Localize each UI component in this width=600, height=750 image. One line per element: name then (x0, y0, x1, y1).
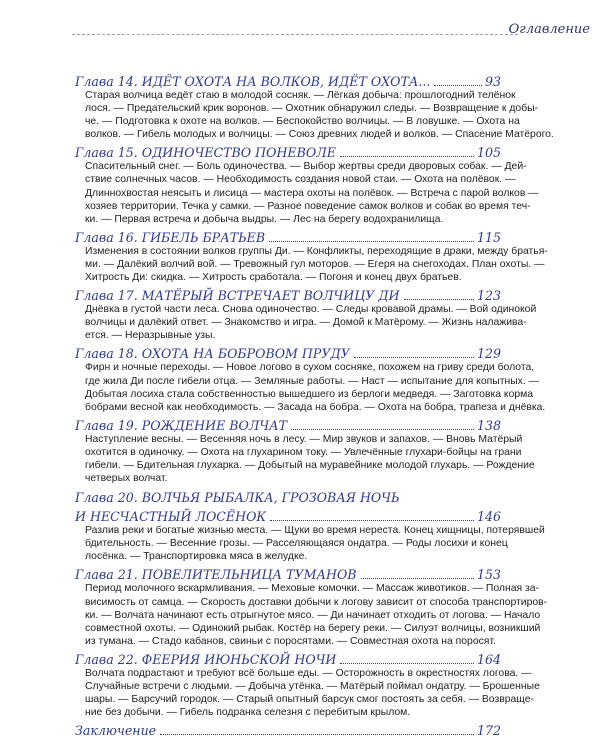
summary-line: Случайные встречи с людьми. — Добыча утёнка. — Матёрый поймал ондатру. — Брошенные (85, 681, 540, 692)
summary-line: лосёнка. — Транспортировка мяса в желудке. (85, 551, 308, 563)
summary-line: Волчата подрастают и требуют всё больше еды. — Осторожность в окрестностях логова. — (85, 667, 532, 679)
dot-leader (354, 357, 474, 358)
dot-leader (361, 578, 474, 579)
chapter-summary (85, 160, 539, 225)
page-header (0, 12, 600, 42)
summary-line: бдительность. — Весенние грозы. — Расселяющаяся ондатра. — Роды лосихи и конец (85, 538, 508, 550)
summary-line: гибели. — Бдительная глухарка. — Добытый на муравейнике молодой глухарь. — Рождение (85, 459, 535, 471)
page-number: 105 (476, 145, 501, 161)
summary-line: из тумана. — Стадо кабанов, свиньи с поросятами. — Совместная охота на поросят. (85, 635, 496, 647)
chapter-title: Глава 17. МАТЁРЫЙ ВСТРЕЧАЕТ ВОЛЧИЦУ ДИ (75, 288, 400, 304)
chapter-title: Глава 22. ФЕЕРИЯ ИЮНЬСКОЙ НОЧИ (75, 651, 337, 667)
chapter-title: Глава 15. ОДИНОЧЕСТВО ПОНЕВОЛЕ (75, 145, 336, 161)
toc-entry-chapter-17[interactable] (75, 287, 537, 342)
summary-line: где жила Ди после гибели отца. — Земляные работы. — Наст — испытание для копытных. — (85, 375, 540, 387)
toc-entry-chapter-16[interactable] (75, 229, 548, 284)
summary-line: Добытая лосиха стала собственностью вышедшего из берлоги медведя. — Заготовка корма (85, 388, 534, 400)
chapter-heading-line-2[interactable] (75, 508, 501, 524)
dot-leader (291, 429, 474, 430)
page-number: 172 (476, 723, 501, 739)
summary-line: совместной охоты. — Одинокий рыбак. Костёр на берегу реки. — Силуэт волчицы, возникший (85, 622, 541, 634)
summary-line: Днёвка в густой части леса. Снова одиночество. — Следы кровавой драмы. — Вой одинокой (85, 304, 537, 316)
dot-leader (434, 85, 482, 86)
chapter-title: Глава 21. ПОВЕЛИТЕЛЬНИЦА ТУМАНОВ (75, 567, 357, 583)
dot-leader (270, 520, 474, 521)
page-number: 138 (476, 417, 501, 433)
header-title: Оглавление (508, 22, 590, 37)
summary-line: висимость от самца. — Скорость доставки добычи к логову зависит от способа транспортиров- (85, 596, 548, 608)
summary-line: лося. — Предательский крик воронов. — Охотник обнаружил следы. — Возвращение к добы- (85, 103, 539, 115)
chapter-title-continued: И НЕСЧАСТНЫЙ ЛОСЁНОК (75, 509, 267, 525)
page-number: 153 (476, 567, 501, 583)
toc-entry-chapter-18[interactable] (75, 345, 546, 413)
page-number: 146 (476, 509, 501, 525)
chapter-summary (85, 245, 548, 284)
chapter-heading[interactable] (75, 722, 501, 738)
chapter-summary (85, 89, 554, 141)
toc-entry-chapter-21[interactable] (75, 566, 548, 647)
chapter-heading[interactable] (75, 229, 501, 245)
dot-leader (160, 734, 474, 735)
chapter-title: Глава 14. ИДЁТ ОХОТА НА ВОЛКОВ, ИДЁТ ОХОТА... (75, 74, 431, 89)
chapter-heading[interactable] (75, 566, 501, 582)
page-number: 123 (476, 288, 501, 304)
summary-line: Старая волчица ведёт стаю в молодой сосняк. — Лёгкая добыча: прошлогодний телёнок (85, 90, 516, 101)
chapter-heading[interactable] (75, 144, 501, 160)
summary-line: Хитрость Ди: скидка. — Хитрость сработала. — Погоня и конец двух братьев. (85, 272, 462, 284)
dot-leader (340, 156, 474, 157)
summary-line: че. — Подготовка к охоте на волков. — Беспокойство волчицы. — В ловушке. — Охота на (85, 116, 520, 128)
toc-entry-chapter-20[interactable] (75, 489, 545, 563)
summary-line: ствие солнечных часов. — Необходимость создания новой стаи. — Охота на полёвок. — (85, 174, 516, 186)
chapter-title: Заключение (75, 723, 157, 739)
dot-leader (404, 299, 474, 300)
summary-line: ки. — Первая встреча и добыча выдры. — Лес на берегу водохранилища. (85, 213, 444, 225)
dot-leader (340, 663, 474, 664)
chapter-title: Глава 20. ВОЛЧЬЯ РЫБАЛКА, ГРОЗОВАЯ НОЧЬ (75, 490, 400, 506)
summary-line: Наступление весны. — Весенняя ночь в лесу. — Мир звуков и запахов. — Вновь Матёрый (85, 433, 523, 445)
chapter-summary (85, 582, 548, 647)
dot-leader (269, 241, 474, 242)
toc-entry-chapter-15[interactable] (75, 144, 539, 225)
chapter-summary (85, 524, 545, 563)
summary-line: охотится в одиночку. — Охота на глухарином току. — Увлечённые глухари-бойцы на грани (85, 446, 522, 458)
chapter-title: Глава 18. ОХОТА НА БОБРОВОМ ПРУДУ (75, 346, 350, 362)
summary-line: Спасительный снег. — Боль одиночества. — Выбор жертвы среди дворовых собак. — Дей- (85, 161, 527, 173)
page-number: 93 (484, 74, 501, 89)
summary-line: Изменения в состоянии волков группы Ди. — Конфликты, переходящие в драки, между братья- (85, 245, 548, 257)
page-number: 115 (476, 229, 501, 245)
header-divider (72, 34, 518, 35)
toc-entry-chapter-14[interactable] (75, 73, 554, 141)
summary-line: Период молочного вскармливания. — Меховые комочки. — Массаж животиков. — Полная за- (85, 583, 539, 595)
chapter-heading[interactable] (75, 73, 501, 89)
summary-line: Длиннохвостая неясыть и лисица — мастера охоты на полёвок. — Встреча с парой волков — (85, 187, 539, 199)
chapter-summary (85, 361, 546, 413)
summary-line: волчицы и далёкий ответ. — Знакомство и игра. — Домой к Матёрому. — Жизнь налажива- (85, 317, 527, 329)
chapter-heading[interactable] (75, 345, 501, 361)
summary-line: бобрами весной как необходимость. — Засада на бобра. — Охота на бобра, трапеза и днёвка. (85, 401, 546, 413)
summary-line: ние без добычи. — Гибель подранка селезня с перебитым крылом. (85, 707, 411, 719)
summary-line: четверых волчат. (85, 473, 168, 485)
toc-entry-conclusion[interactable] (75, 722, 501, 738)
chapter-summary (85, 667, 540, 719)
page-number: 129 (476, 346, 501, 362)
chapter-title: Глава 16. ГИБЕЛЬ БРАТЬЕВ (75, 229, 266, 245)
chapter-heading[interactable] (75, 287, 501, 303)
chapter-title: Глава 19. РОЖДЕНИЕ ВОЛЧАТ (75, 417, 288, 433)
chapter-summary (85, 303, 537, 342)
summary-line: шары. — Барсучий городок. — Старый опытный барсук смог постоять за себя. — Возвраще- (85, 694, 534, 706)
toc-entry-chapter-19[interactable] (75, 417, 535, 485)
chapter-heading-line-1[interactable] (75, 489, 501, 505)
summary-line: хозяев территории. Течка у самки. — Разное поведение самок волков и собак во время теч- (85, 200, 531, 212)
summary-line: Разлив реки и богатые жизнью места. — Щуки во время нереста. Конец хищницы, потерявшей (85, 525, 545, 537)
summary-line: ется. — Неразрывные узы. (85, 330, 216, 342)
chapter-heading[interactable] (75, 651, 501, 667)
page-number: 164 (476, 651, 501, 667)
summary-line: ми. — Далёкий волчий вой. — Тревожный гул моторов. — Егеря на снегоходах. План охоты. — (85, 258, 545, 270)
chapter-heading[interactable] (75, 417, 501, 433)
table-of-contents (75, 73, 554, 740)
toc-entry-chapter-22[interactable] (75, 651, 540, 719)
summary-line: ки. — Волчата начинают есть отрыгнутое мясо. — Ди начинает отходить от логова. — Начало (85, 609, 541, 621)
chapter-summary (85, 433, 535, 485)
summary-line: волков. — Гибель молодых и волчицы. — Союз древних людей и волков. — Спасение Матёрого. (85, 129, 554, 141)
summary-line: Фирн и ночные переходы. — Новое логово в сухом сосняке, похожем на гриву среди болота, (85, 362, 535, 374)
